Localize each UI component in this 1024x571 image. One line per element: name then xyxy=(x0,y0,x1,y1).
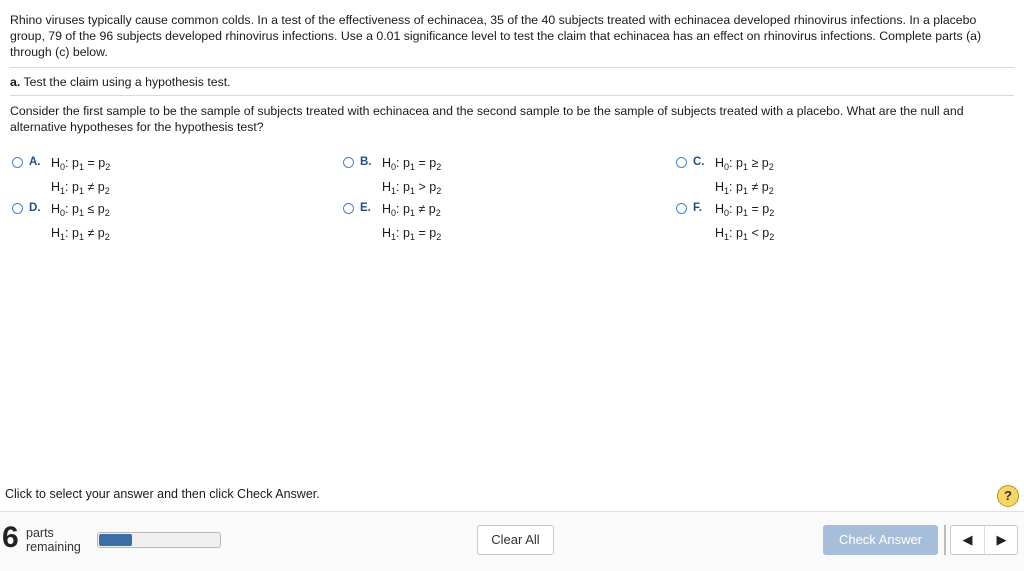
hypotheses: $H_0$: $p_1 \ge p_2$ $H_1$: $p_1 \ne p_2$ xyxy=(715,156,774,196)
option-letter: D. xyxy=(29,202,41,214)
h0-relation: ≠ xyxy=(418,202,426,216)
part-a-letter: a. xyxy=(10,75,21,89)
radio-button[interactable] xyxy=(676,157,687,168)
help-icon[interactable]: ? xyxy=(997,485,1019,507)
option-e[interactable] xyxy=(343,202,441,247)
h1-relation: ≠ xyxy=(87,180,95,194)
next-arrow-icon[interactable]: ▶ xyxy=(996,532,1007,547)
h1-relation: ≠ xyxy=(87,226,95,240)
part-a-label xyxy=(10,75,231,89)
h1-relation: > xyxy=(418,180,426,194)
parts-label: parts xyxy=(26,526,54,540)
h0-relation: = xyxy=(751,202,759,216)
previous-arrow-icon[interactable]: ◀ xyxy=(951,526,985,554)
divider xyxy=(10,67,1014,68)
option-letter: B. xyxy=(360,156,372,168)
radio-button[interactable] xyxy=(676,203,687,214)
clear-all-button[interactable]: Clear All xyxy=(477,525,554,555)
h0-relation: = xyxy=(87,156,95,170)
divider xyxy=(10,95,1014,96)
radio-button[interactable] xyxy=(12,203,23,214)
radio-button[interactable] xyxy=(12,157,23,168)
hypotheses: $H_0$: $p_1 = p_2$ $H_1$: $p_1 > p_2$ xyxy=(382,156,442,196)
option-letter: F. xyxy=(693,202,702,214)
hypotheses: $H_0$: $p_1 \le p_2$ $H_1$: $p_1 \ne p_2$ xyxy=(51,202,110,242)
nav-separator xyxy=(944,525,946,555)
option-f[interactable] xyxy=(676,202,774,247)
parts-remaining-label xyxy=(26,526,81,554)
problem-statement: Rhino viruses typically cause common colds. In a test of the effectiveness of echinacea, 35 of the 40 subjects treated with echinacea developed rhinovirus infections. In a placebo group, 79 of the 96 subjects developed rhinovirus infections. Use a 0.01 significance level to test the claim that echinacea has an effect on rhinovirus infections. Complete parts (a) through (c) below. xyxy=(10,13,982,59)
hypotheses: $H_0$: $p_1 = p_2$ $H_1$: $p_1 < p_2$ xyxy=(715,202,775,242)
h0-relation: ≥ xyxy=(751,156,759,170)
remaining-label: remaining xyxy=(26,540,81,554)
h1-relation: < xyxy=(751,226,759,240)
option-c[interactable] xyxy=(676,156,774,201)
option-letter: C. xyxy=(693,156,705,168)
check-answer-button[interactable]: Check Answer xyxy=(823,525,938,555)
h1-relation: ≠ xyxy=(751,180,759,194)
option-letter: E. xyxy=(360,202,371,214)
h0-relation: ≤ xyxy=(87,202,95,216)
footer-bar xyxy=(0,511,1024,571)
question-nav xyxy=(950,525,1018,555)
radio-button[interactable] xyxy=(343,203,354,214)
part-a-text: Test the claim using a hypothesis test. xyxy=(23,75,231,89)
h1-relation: = xyxy=(418,226,426,240)
progress-fill xyxy=(99,534,132,546)
parts-remaining-count: 6 xyxy=(2,521,19,554)
hypotheses: $H_0$: $p_1 = p_2$ $H_1$: $p_1 \ne p_2$ xyxy=(51,156,111,196)
h0-relation: = xyxy=(418,156,426,170)
question-text: Consider the first sample to be the sample of subjects treated with echinacea and the second sample to be the sample of subjects treated with a placebo. What are the null and alternative hypotheses for the hypothesis test? xyxy=(10,104,964,134)
radio-button[interactable] xyxy=(343,157,354,168)
progress-bar xyxy=(97,532,221,548)
option-a[interactable] xyxy=(12,156,110,201)
option-d[interactable] xyxy=(12,202,110,247)
hypotheses: $H_0$: $p_1 \ne p_2$ $H_1$: $p_1 = p_2$ xyxy=(382,202,442,242)
instruction-text: Click to select your answer and then click Check Answer. xyxy=(5,487,320,501)
option-letter: A. xyxy=(29,156,41,168)
option-b[interactable] xyxy=(343,156,441,201)
